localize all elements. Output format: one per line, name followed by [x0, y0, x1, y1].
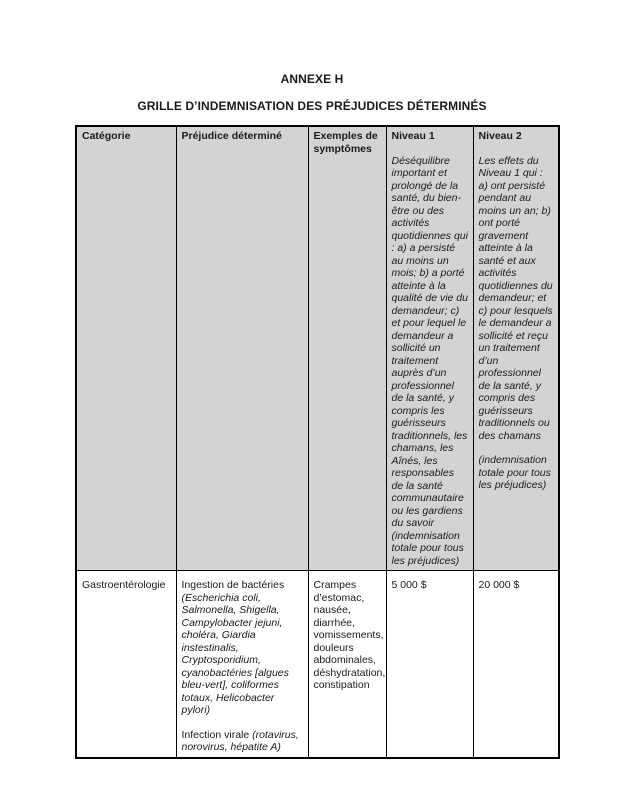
cell-symptomes [308, 571, 386, 758]
niveau-2-description: Les effets du Niveau 1 qui : a) ont persisté pendant au moins un an; b) ont porté gravement atteinte à la santé et aux activités quotidiennes du demandeur; et c) pour lesquels le demandeur a sollicité et reçu un traitement d’un professionnel de la santé, y compris des guérisseurs traditionnels ou des chamans [478, 154, 553, 442]
header-symptomes-label: Exemples de symptômes [313, 130, 378, 155]
prejudice-virale-detail: (rotavirus, norovirus, hépatite A) [181, 728, 299, 753]
table-row-gastroenterologie [76, 571, 559, 758]
niveau-1-montant: 5 000 $ [391, 579, 427, 591]
niveau-1-description: Déséquilibre important et prolongé de la santé, du bien-être ou des activités quotidiennes qui : a) a persisté au moins un mois; b) a porté atteinte à la qualité de vie du demandeur; c) et pour lequel le demandeur a sollicité un traitement auprès d’un professionnel de la santé, y compris les guérisseurs traditionnels, les chamans, les Aînés, les responsables de la santé communautaire ou les gardiens du savoir (indemnisation totale pour tous les préjudices) [391, 154, 468, 567]
table-header-row [76, 126, 559, 571]
header-niveau-1 [386, 126, 473, 571]
categorie-value: Gastroentérologie [82, 579, 166, 591]
niveau-2-montant: 20 000 $ [478, 579, 520, 591]
prejudice-bacteries [182, 579, 304, 717]
cell-prejudice [176, 571, 308, 758]
header-categorie [76, 126, 176, 571]
document-title: GRILLE D’INDEMNISATION DES PRÉJUDICES DÉTERMINÉS [137, 99, 487, 113]
prejudice-virale [182, 729, 304, 754]
header-niveau-2 [473, 126, 559, 571]
header-symptomes [308, 126, 386, 571]
header-prejudice [176, 126, 308, 571]
prejudice-virale-intro: Infection virale [181, 728, 253, 741]
indemnification-table [75, 125, 560, 759]
header-prejudice-label: Préjudice déterminé [181, 130, 282, 142]
header-categorie-label: Catégorie [82, 130, 131, 142]
symptomes-value: Crampes d’estomac, nausée, diarrhée, vomissements, douleurs abdominales, déshydratation, constipation [313, 579, 386, 691]
cell-categorie [76, 571, 176, 758]
prejudice-bacteries-detail: (Escherichia coli, Salmonella, Shigella, Campylobacter jejuni, choléra, Giardia instestinalis, Cryptosporidium, cyanobactéries [algues bleu-vert], coliformes totaux, Helicobacter pylori) [181, 591, 289, 716]
header-niveau-2-label: Niveau 2 [478, 130, 522, 142]
cell-niveau-2-montant [473, 571, 559, 758]
cell-niveau-1-montant [386, 571, 473, 758]
header-niveau-1-label: Niveau 1 [391, 130, 435, 142]
prejudice-bacteries-intro: Ingestion de bactéries [181, 579, 285, 591]
niveau-2-note: (indemnisation totale pour tous les préjudices) [478, 454, 551, 491]
annex-title: ANNEXE H [280, 72, 344, 86]
